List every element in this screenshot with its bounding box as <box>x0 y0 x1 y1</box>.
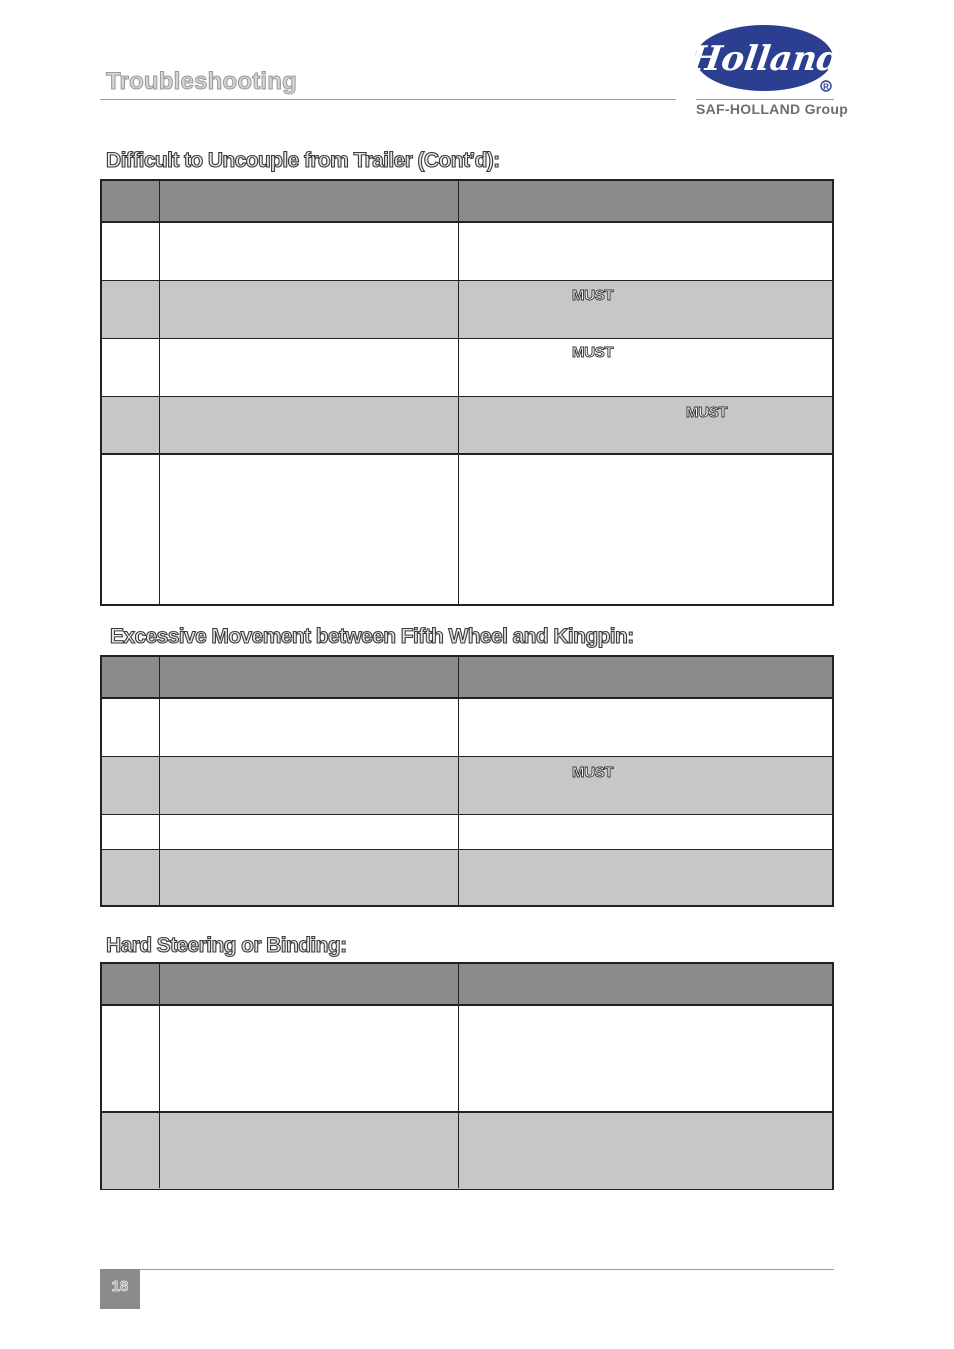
title-divider <box>100 99 676 100</box>
logo-divider <box>696 99 834 100</box>
table-row <box>102 815 832 850</box>
footer-divider <box>100 1269 834 1270</box>
table-row <box>102 339 832 397</box>
page-title: Troubleshooting <box>106 68 297 95</box>
must-label: MUST <box>572 287 614 304</box>
table-uncouple <box>100 179 834 606</box>
column-divider <box>458 964 459 1188</box>
section-title-excessive-movement: Excessive Movement between Fifth Wheel and Kingpin: <box>110 625 634 648</box>
table-row <box>102 757 832 815</box>
column-divider <box>159 657 160 905</box>
must-label: MUST <box>572 344 614 361</box>
table-row <box>102 850 832 905</box>
section-title-hard-steering: Hard Steering or Binding: <box>106 934 347 957</box>
section-title-uncouple: Difficult to Uncouple from Trailer (Cont’d): <box>106 149 500 172</box>
table-row <box>102 281 832 339</box>
table-header-row <box>102 181 832 223</box>
holland-logo <box>694 24 836 96</box>
table-row <box>102 223 832 281</box>
column-divider <box>458 181 459 604</box>
column-divider <box>159 964 160 1188</box>
column-divider <box>458 657 459 905</box>
logo-wordmark: Holland <box>694 39 836 79</box>
table-row <box>102 397 832 455</box>
svg-text:R: R <box>823 82 829 92</box>
table-row <box>102 455 832 604</box>
page-number-box <box>100 1269 140 1309</box>
table-row <box>102 1112 832 1189</box>
table-hard-steering <box>100 962 834 1190</box>
must-label: MUST <box>572 764 614 781</box>
must-label: MUST <box>686 404 728 421</box>
table-row <box>102 1006 832 1112</box>
table-header-row <box>102 657 832 699</box>
page-number: 18 <box>111 1278 129 1295</box>
group-label: SAF-HOLLAND Group <box>696 101 849 117</box>
column-divider <box>159 181 160 604</box>
table-header-row <box>102 964 832 1006</box>
table-row <box>102 699 832 757</box>
table-excessive-movement <box>100 655 834 907</box>
